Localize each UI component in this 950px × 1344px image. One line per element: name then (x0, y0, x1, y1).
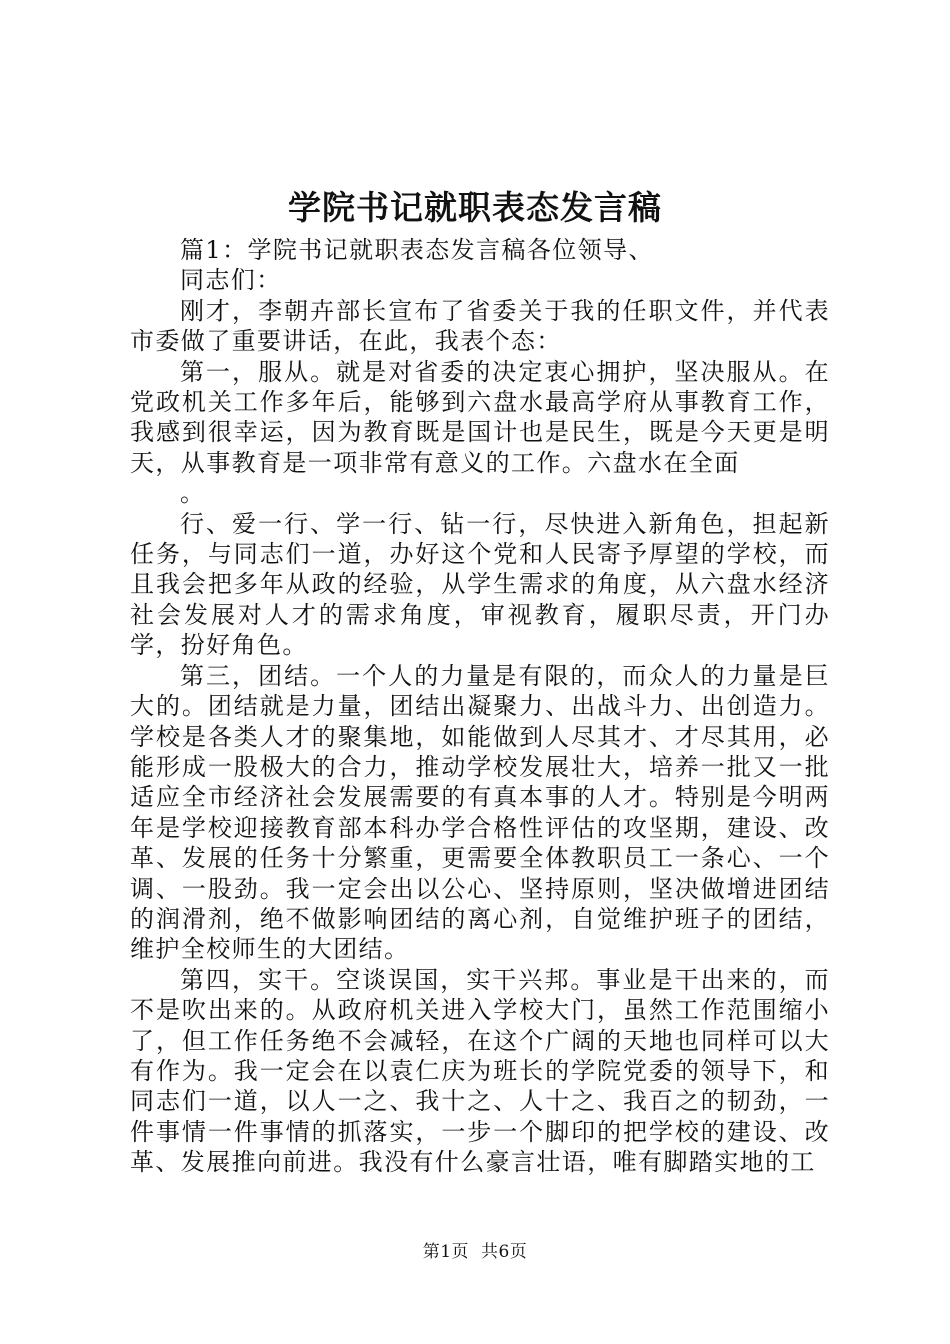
page-footer (0, 1240, 950, 1264)
paragraph-fourth-point: 第四，实干。空谈误国，实干兴邦。事业是干出来的，而不是吹出来的。从政府机关进入学校大门，虽然工作范围缩小了，但工作任务绝不会减轻，在这个广阔的天地也同样可以大有作为。我一定会在以袁仁庆为班长的学院党委的领导下，和同志们一道，以人一之、我十之、人十之、我百之的韧劲，一件事情一件事情的抓落实，一步一个脚印的把学校的建设、改革、发展推向前进。我没有什么豪言壮语，唯有脚踏实地的工 (130, 965, 830, 1177)
page-total: 共6页 (480, 1242, 528, 1262)
paragraph-salutation: 同志们： (180, 266, 282, 295)
paragraph-opening: 刚才，李朝卉部长宣布了省委关于我的任职文件，并代表市委做了重要讲话，在此，我表个态： (130, 296, 830, 356)
paragraph-fragment: 。 (180, 479, 206, 508)
document-title: 学院书记就职表态发言稿 (288, 188, 662, 227)
page-number: 第1页 (422, 1242, 470, 1262)
paragraph-second-point: 行、爱一行、学一行、钻一行，尽快进入新角色，担起新任务，与同志们一道，办好这个党和人民寄予厚望的学校，而且我会把多年从政的经验，从学生需求的角度，从六盘水经济社会发展对人才的需求角度，审视教育，履职尽责，开门办学，扮好角色。 (130, 509, 830, 660)
paragraph-intro: 篇1：学院书记就职表态发言稿各位领导、 (180, 236, 654, 264)
document-body (130, 235, 830, 1178)
paragraph-third-point: 第三，团结。一个人的力量是有限的，而众人的力量是巨大的。团结就是力量，团结出凝聚力、出战斗力、出创造力。学校是各类人才的聚集地，如能做到人尽其才、才尽其用，必能形成一股极大的合力，推动学校发展壮大，培养一批又一批适应全市经济社会发展需要的有真本事的人才。特别是今明两年是学校迎接教育部本科办学合格性评估的攻坚期，建设、改革、发展的任务十分繁重，更需要全体教职员工一条心、一个调、一股劲。我一定会出以公心、坚持原则，坚决做增进团结的润滑剂，绝不做影响团结的离心剂，自觉维护班子的团结，维护全校师生的大团结。 (130, 661, 830, 964)
paragraph-first-point: 第一，服从。就是对省委的决定衷心拥护，坚决服从。在党政机关工作多年后，能够到六盘水最高学府从事教育工作，我感到很幸运，因为教育既是国计也是民生，既是今天更是明天，从事教育是一项非常有意义的工作。六盘水在全面 (130, 357, 830, 477)
